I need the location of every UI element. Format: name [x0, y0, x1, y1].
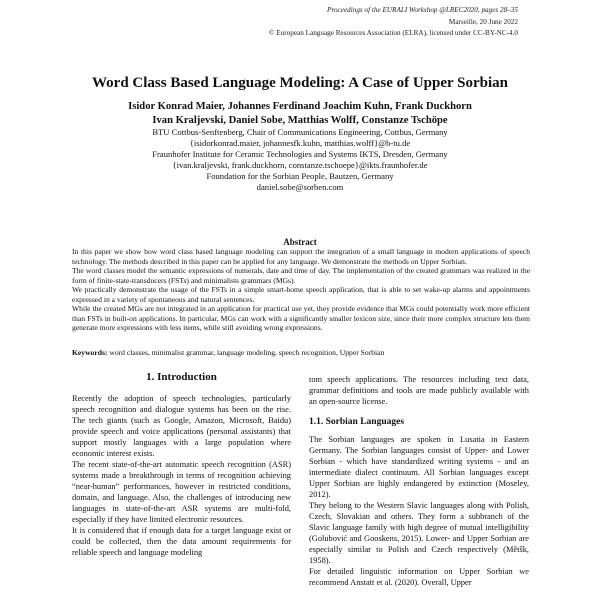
right-column — [309, 374, 529, 588]
proceedings-line: Proceedings of the EURALI Workshop @LREC2020, pages 28–35 — [327, 6, 518, 14]
venue-date-line: Marseille, 20 June 2022 — [448, 17, 518, 26]
author-line: Isidor Konrad Maier, Johannes Ferdinand Joachim Kuhn, Frank Duckhorn — [128, 101, 472, 112]
affiliation-line: BTU Cottbus-Senftenberg, Chair of Communications Engineering, Cottbus, Germany — [152, 127, 448, 137]
body-paragraph: It is considered that if enough data for a target language exist or could be collected, then the data amount requirements for reliable speech and language modeling — [72, 526, 291, 557]
abstract-paragraph: In this paper we show how word class based language modeling can support the integration of a small language in modern applications of speech technology. The methods described in this paper can be applied for any language. We demonstrate the methods on Upper Sorbian. — [72, 247, 530, 266]
author-line: Ivan Kraljevski, Daniel Sobe, Matthias Wolff, Constanze Tschöpe — [152, 114, 448, 126]
email-line: daniel.sobe@sorben.com — [256, 181, 344, 192]
abstract-paragraph: The word classes model the semantic expressions of numerals, date and time of day. The implementation of the created grammars was realized in the form of finite-state-transducers (FSTs) and minimalists grammars (MGs). — [72, 266, 530, 285]
abstract-heading: Abstract — [283, 237, 317, 247]
affiliation-line: Fraunhofer Institute for Ceramic Technologies and Systems IKTS, Dresden, Germany — [152, 148, 448, 159]
email-line: {isidorkonrad.maier, johannesfk.kuhn, matthias.wolff}@b-tu.de — [189, 137, 411, 148]
section-heading-introduction: 1. Introduction — [146, 371, 217, 383]
keywords — [72, 348, 532, 358]
affiliation-line: Foundation for the Sorbian People, Bautzen, Germany — [206, 170, 394, 181]
keywords-label: Keywords: — [72, 348, 108, 357]
body-paragraph: The recent state-of-the-art automatic speech recognition (ASR) systems made a breakthrough in terms of recognition achieving “near-human” performances, however in restricted conditions, domain, and language. Also, the challenges of introducing new languages in state-of-the-art ASR systems are multi-fold, especially if they have limited electronic resources. — [72, 460, 291, 524]
author-list — [0, 100, 600, 127]
subsection-heading-sorbian-languages: 1.1. Sorbian Languages — [309, 417, 405, 427]
body-paragraph: For detailed linguistic information on Upper Sorbian we recommend Anstatt et al. (2020). Overall, Upper — [309, 567, 529, 587]
affiliations — [0, 127, 600, 192]
body-paragraph: The Sorbian languages are spoken in Lusatia in Eastern Germany. The Sorbian languages consist of Upper- and Lower Sorbian - which have standardized writing systems - and an intermediate dialect continuum. All Sorbian languages except Upper Sorbian are highly endangered by extinction (Moseley, 2012). — [309, 435, 529, 499]
paper-title: Word Class Based Language Modeling: A Case of Upper Sorbian — [91, 75, 509, 91]
left-column — [72, 372, 291, 558]
email-line: {ivan.kraljevski, frank.duckhorn, constanze.tschoepe}@ikts.fraunhofer.de — [172, 159, 428, 170]
abstract-paragraph: While the created MGs are not integrated in an application for practical use yet, they provide evidence that MGs could potentially work more efficient than FSTs in built-on applications. In particular, MGs can work with a significantly smaller lexicon size, since their more complex structure lets them generate more expressions with less items, while still avoiding wrong expressions. — [72, 304, 530, 332]
proceedings-header — [269, 5, 518, 40]
body-paragraph: They belong to the Western Slavic languages along with Polish, Czech, Slovakian and others. They form a subbranch of the Slavic language family with high degree of mutual intelligibility (Golubović and Gooskens, 2015). Lower- and Upper Sorbian are especially similar to Polish and Czech respectively (Mětšk, 1958). — [309, 501, 529, 565]
abstract-paragraph: We practically demonstrate the usage of the FSTs in a simple smart-home speech application, that is able to set wake-up alarms and appointments expressed in a variety of spontaneous and natural sentences. — [72, 285, 530, 304]
keywords-text: word classes, minimalist grammar, language modeling, speech recognition, Upper Sorbian — [109, 348, 385, 357]
abstract-body — [72, 247, 530, 333]
body-paragraph: Recently the adoption of speech technologies, particularly speech recognition and dialogue systems has been on the rise. The tech giants (such as Google, Amazon, Microsoft, Baidu) provide speech and voice applications (personal assistants) that support mostly languages with a large population where economic interest exists. — [72, 394, 291, 458]
license-line: © European Language Resources Association (ELRA), licensed under CC-BY-NC-4.0 — [269, 29, 518, 37]
body-paragraph: tom speech applications. The resources including text data, grammar definitions and tools are made publicly available with an open-source license. — [309, 375, 529, 406]
